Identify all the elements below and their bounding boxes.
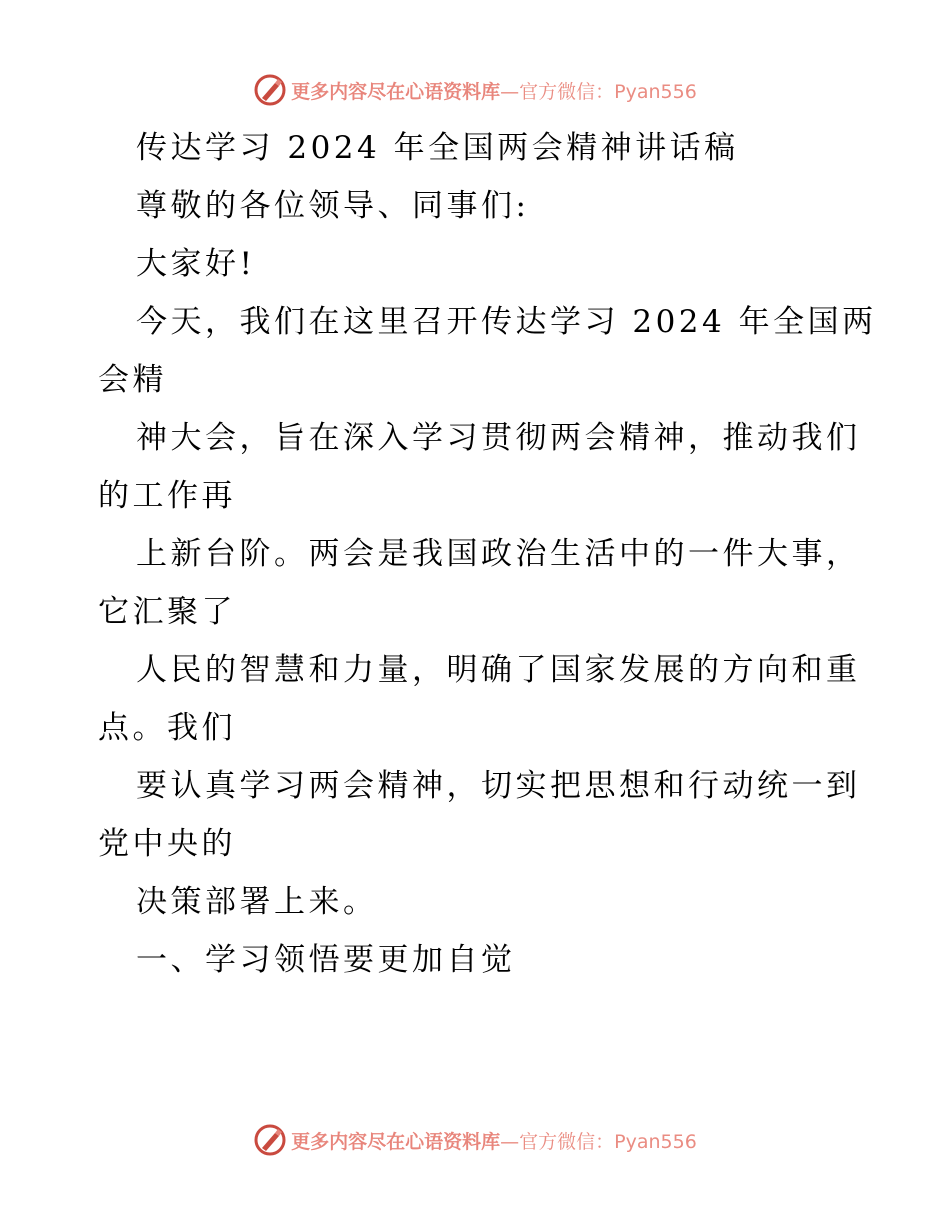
- paragraph-line: 点。我们: [98, 710, 236, 746]
- document-title: 传达学习 2024 年全国两会精神讲话稿: [136, 130, 739, 166]
- section-heading: 一、学习领悟要更加自觉: [136, 942, 516, 978]
- watermark-main-text: 更多内容尽在心语资料库: [291, 1130, 501, 1153]
- paragraph-line: 人民的智慧和力量，明确了国家发展的方向和重: [136, 652, 861, 688]
- paragraph-line: 它汇聚了: [98, 594, 236, 630]
- pen-logo-icon: [253, 73, 287, 107]
- paragraph-line: 的工作再: [98, 478, 236, 514]
- paragraph-line: 上新台阶。两会是我国政治生活中的一件大事，: [136, 536, 861, 572]
- watermark-main-text: 更多内容尽在心语资料库: [291, 80, 501, 103]
- paragraph-line: 党中央的: [98, 826, 236, 862]
- paragraph-line: 会精: [98, 362, 167, 398]
- paragraph-line: 神大会，旨在深入学习贯彻两会精神，推动我们: [136, 420, 861, 456]
- pen-logo-icon: [253, 1123, 287, 1157]
- salutation: 尊敬的各位领导、同事们:: [136, 188, 530, 224]
- paragraph-line: 今天，我们在这里召开传达学习 2024 年全国两: [136, 304, 877, 340]
- watermark-suffix-text: —官方微信：Pyan556: [500, 80, 697, 103]
- greeting: 大家好!: [136, 246, 256, 282]
- paragraph-line: 决策部署上来。: [136, 884, 378, 920]
- header-watermark: [0, 70, 950, 110]
- footer-watermark: [0, 1120, 950, 1160]
- paragraph-line: 要认真学习两会精神，切实把思想和行动统一到: [136, 768, 861, 804]
- watermark-suffix-text: —官方微信：Pyan556: [500, 1130, 697, 1153]
